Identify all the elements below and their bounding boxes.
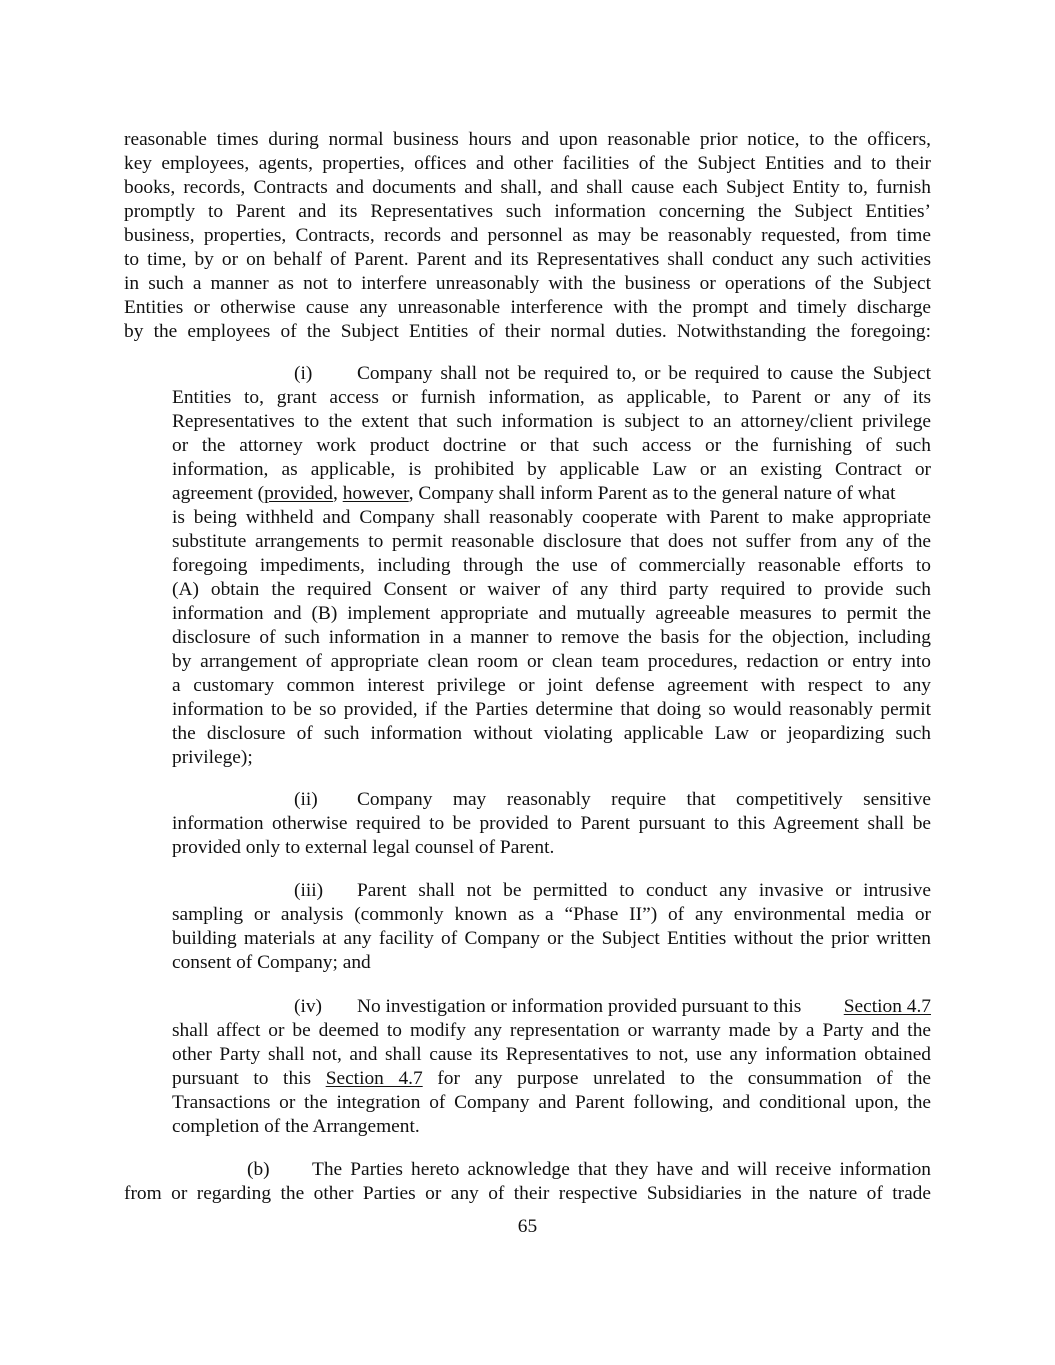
text-line: to time, by or on behalf of Parent. Parent and its Representatives shall conduct any such activities	[124, 249, 931, 270]
text-line: books, records, Contracts and documents and shall, and shall cause each Subject Entity to, furnish	[124, 177, 931, 198]
text-line: key employees, agents, properties, offices and other facilities of the Subject Entities and to their	[124, 153, 931, 174]
provided-term: provided	[264, 483, 333, 504]
text-line: shall affect or be deemed to modify any representation or warranty made by a Party and the	[172, 1020, 931, 1041]
clause-number: (b)	[247, 1159, 270, 1180]
text-line: Company shall not be required to, or be required to cause the Subject	[357, 363, 931, 384]
text-line: is being withheld and Company shall reasonably cooperate with Parent to make appropriate	[172, 507, 931, 528]
text-line: Entities to, grant access or furnish information, as applicable, to Parent or any of its	[172, 387, 931, 408]
text-line: sampling or analysis (commonly known as a “Phase II”) of any environmental media or	[172, 904, 931, 925]
text-line: reasonable times during normal business hours and upon reasonable prior notice, to the officers,	[124, 129, 931, 150]
text-line: consent of Company; and	[172, 952, 371, 973]
however-term: however	[342, 483, 409, 504]
text-line: substitute arrangements to permit reasonable disclosure that does not suffer from any of the	[172, 531, 931, 552]
text-line: Company may reasonably require that competitively sensitive	[357, 789, 931, 810]
text-line: disclosure of such information in a manner to remove the basis for the objection, including	[172, 627, 931, 648]
text-line: (A) obtain the required Consent or waiver of any third party required to provide such	[172, 579, 931, 600]
text-line: a customary common interest privilege or joint defense agreement with respect to any	[172, 675, 931, 696]
text-line: foregoing impediments, including through the use of commercially reasonable efforts to	[172, 555, 931, 576]
text-run: agreement (provided, however, Company shall inform Parent as to the general nature of what	[172, 483, 896, 504]
text-line: Parent shall not be permitted to conduct any invasive or intrusive	[357, 880, 931, 901]
text-line	[357, 995, 931, 1019]
text-line: information otherwise required to be provided to Parent pursuant to this Agreement shall be	[172, 813, 931, 834]
text-line: information and (B) implement appropriate and mutually agreeable measures to permit the	[172, 603, 931, 624]
text-line: from or regarding the other Parties or any of their respective Subsidiaries in the nature of trade	[124, 1183, 931, 1204]
text-line: in such a manner as not to interfere unreasonably with the business or operations of the Subject	[124, 273, 931, 294]
text-line: promptly to Parent and its Representatives such information concerning the Subject Entities’	[124, 201, 931, 222]
clause-number: (i)	[294, 363, 313, 384]
text-line: Representatives to the extent that such information is subject to an attorney/client privilege	[172, 411, 931, 432]
clause-number: (iv)	[294, 996, 322, 1017]
text-line: building materials at any facility of Company or the Subject Entities without the prior written	[172, 928, 931, 949]
text-line: privilege);	[172, 747, 253, 768]
text-line: the disclosure of such information without violating applicable Law or jeopardizing such	[172, 723, 931, 744]
text-line: Transactions or the integration of Company and Parent following, and conditional upon, the	[172, 1092, 931, 1113]
text-line: business, properties, Contracts, records and personnel as may be reasonably requested, from time	[124, 225, 931, 246]
text-line: Entities or otherwise cause any unreasonable interference with the prompt and timely discharge	[124, 297, 931, 318]
clause-number: (iii)	[294, 880, 324, 901]
clause-number: (ii)	[294, 789, 318, 810]
text-line: by the employees of the Subject Entities of their normal duties. Notwithstanding the foregoing:	[124, 321, 931, 342]
text-line: The Parties hereto acknowledge that they have and will receive information	[312, 1159, 931, 1180]
text-line: completion of the Arrangement.	[172, 1116, 420, 1137]
text-line: or the attorney work product doctrine or that such access or the furnishing of such	[172, 435, 931, 456]
text-line: information, as applicable, is prohibited by applicable Law or an existing Contract or	[172, 459, 931, 480]
text-line: by arrangement of appropriate clean room or clean team procedures, redaction or entry into	[172, 651, 931, 672]
text-line: pursuant to this Section 4.7 for any purpose unrelated to the consummation of the	[172, 1068, 932, 1089]
text-line: other Party shall not, and shall cause its Representatives to not, use any information obtained	[172, 1044, 931, 1065]
section-4-7-link[interactable]: Section 4.7	[843, 996, 931, 1017]
page-number: 65	[517, 1216, 538, 1237]
text-line: provided only to external legal counsel of Parent.	[172, 837, 555, 858]
section-4-7-link[interactable]: Section 4.7	[325, 1068, 423, 1089]
text-line	[172, 482, 931, 506]
text-line: information to be so provided, if the Parties determine that doing so would reasonably permit	[172, 699, 931, 720]
text-run: No investigation or information provided pursuant to this	[357, 996, 802, 1017]
